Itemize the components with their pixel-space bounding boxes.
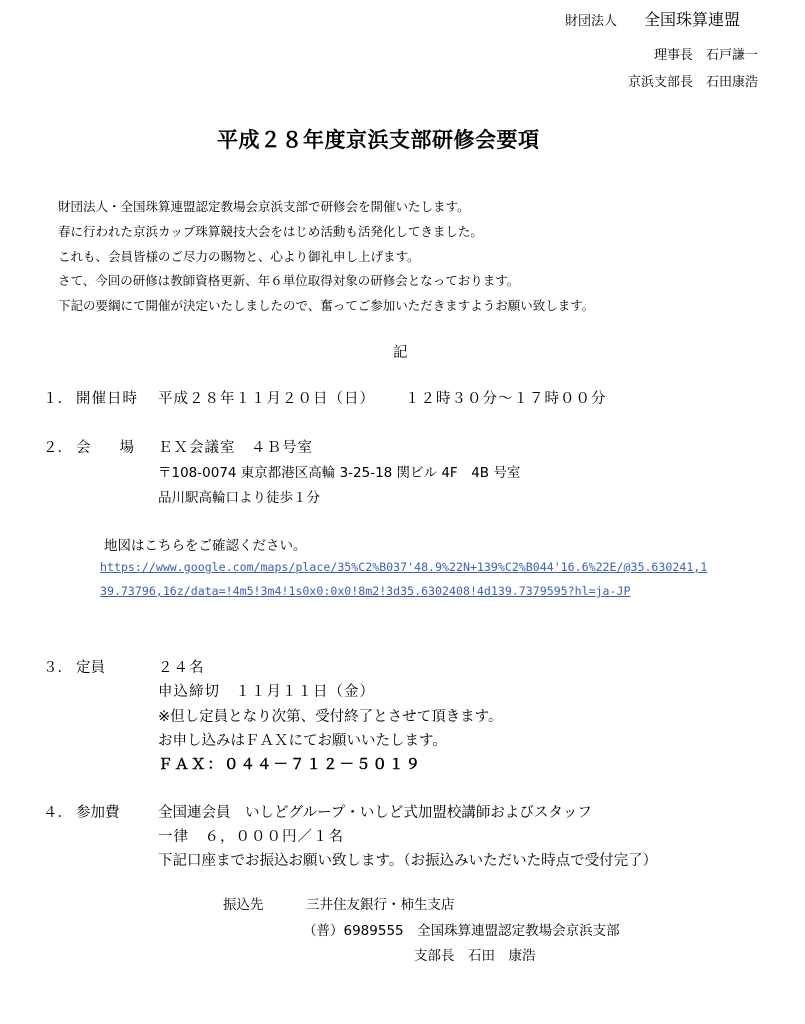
- item2-num: ２．: [43, 440, 72, 456]
- intro-line-3: これも、会員皆様のご尽力の賜物と、心より御礼申し上げます。: [58, 249, 420, 264]
- intro-line-5: 下記の要綱にて開催が決定いたしましたので、奮ってご参加いただきますようお願い致します。: [58, 298, 595, 313]
- event-date: 平成２８年１１月２０日（日）: [158, 391, 375, 407]
- transfer-note: 下記口座までお振込お願い致します。（お振込みいただいた時点で受付完了）: [158, 853, 658, 869]
- venue-name: ＥＸ会議室 ４Ｂ号室: [158, 440, 313, 456]
- capacity-note: ※但し定員となり次第、受付終了とさせて頂きます。: [158, 709, 503, 725]
- fax-number: ＦＡＸ：０４４－７１２－５０１９: [158, 757, 422, 773]
- bank-account: （普）6989555 全国珠算連盟認定教場会京浜支部: [303, 923, 620, 939]
- fee-members: 全国連会員 いしどグループ・いしど式加盟校講師およびスタッフ: [158, 805, 592, 821]
- org-name: 全国珠算連盟: [644, 10, 741, 29]
- bank-label: 振込先: [223, 897, 264, 913]
- chairman: 理事長 石戸謙一: [653, 48, 758, 63]
- item2-label: 会 場: [76, 440, 134, 456]
- org-prefix: 財団法人: [565, 14, 618, 29]
- item4-num: ４．: [43, 805, 72, 821]
- bank-name: 三井住友銀行・柿生支店: [306, 897, 455, 913]
- page-title: 平成２８年度京浜支部研修会要項: [217, 128, 540, 152]
- intro-line-1: 財団法人・全国珠算連盟認定教場会京浜支部で研修会を開催いたします。: [58, 199, 470, 214]
- item4-label: 参加費: [76, 805, 120, 821]
- item1-num: １．: [43, 391, 72, 407]
- deadline: 申込締切 １１月１１日（金）: [158, 684, 375, 700]
- item3-num: ３．: [43, 660, 72, 676]
- branch-head: 京浜支部長 石田康浩: [627, 75, 758, 90]
- capacity: ２４名: [158, 660, 205, 676]
- map-link-line-2[interactable]: 39.73796,16z/data=!4m5!3m4!1s0x0:0x0!8m2!3d35.6302408!4d139.7379595?hl=ja-JP: [100, 584, 631, 598]
- event-time: １２時３０分～１７時００分: [405, 391, 607, 407]
- map-link-line-1[interactable]: https://www.google.com/maps/place/35%C2%B037'48.9%22N+139%C2%B044'16.6%22E/@35.630241,1: [100, 560, 708, 574]
- venue-address: 〒108-0074 東京都港区高輪 3-25-18 関ビル 4F 4B 号室: [158, 465, 521, 481]
- apply-note: お申し込みはＦＡＸにてお願いいたします。: [158, 733, 447, 749]
- item3-label: 定員: [76, 660, 105, 676]
- fee-amount: 一律 ６，０００円／１名: [158, 829, 344, 845]
- intro-line-4: さて、今回の研修は教師資格更新、年６単位取得対象の研修会となっております。: [58, 273, 520, 288]
- ki-heading: 記: [393, 345, 408, 361]
- account-holder: 支部長 石田 康浩: [414, 948, 536, 964]
- item1-label: 開催日時: [76, 391, 138, 407]
- map-note: 地図はこちらをご確認ください。: [104, 538, 307, 554]
- venue-access: 品川駅高輪口より徒歩１分: [158, 490, 320, 506]
- intro-line-2: 春に行われた京浜カップ珠算競技大会をはじめ活動も活発化してきました。: [58, 224, 483, 239]
